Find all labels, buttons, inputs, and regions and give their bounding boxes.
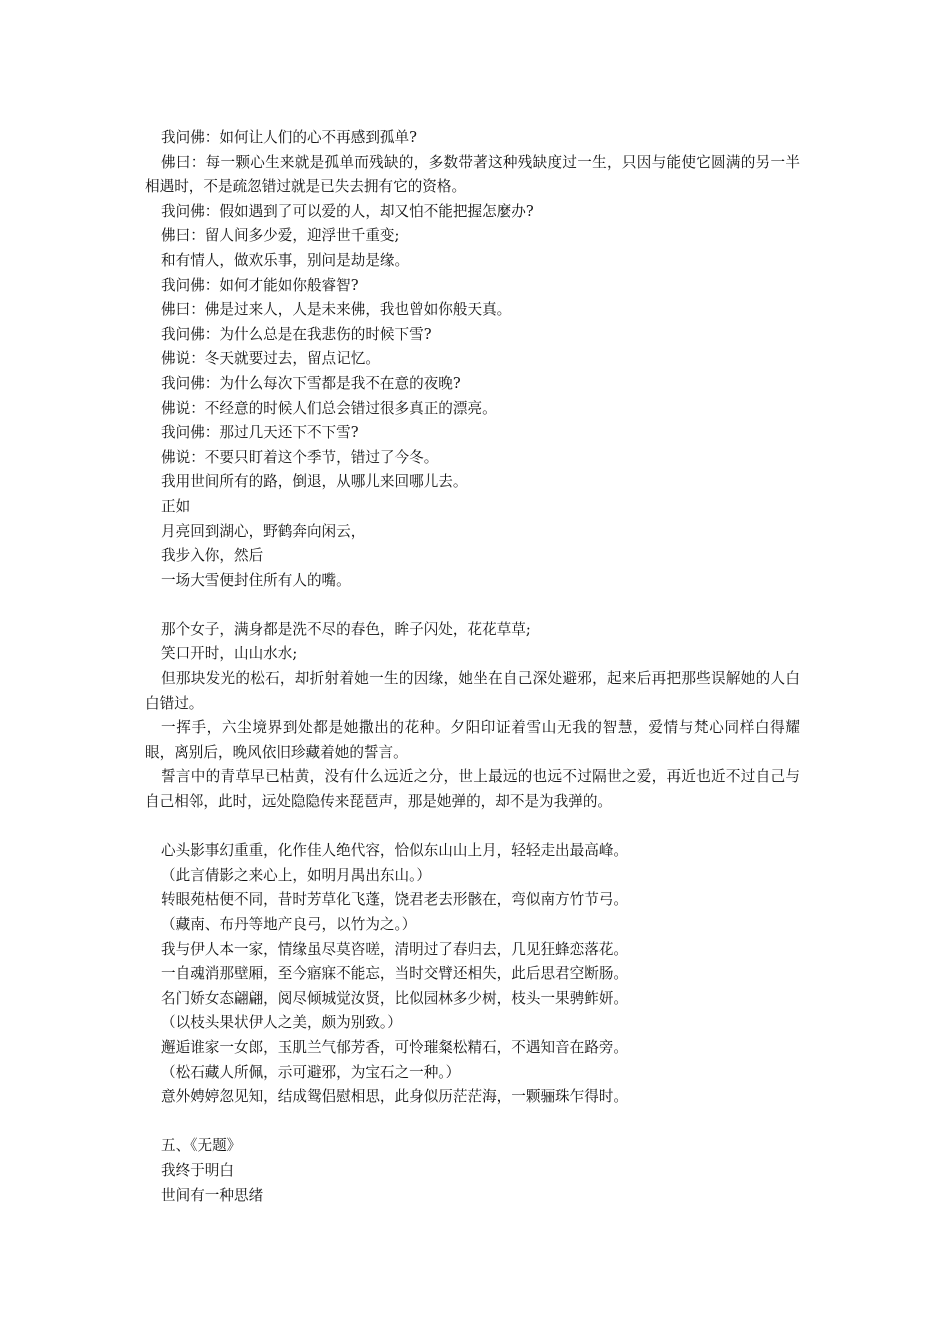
text-line: 我问佛：那过几天还下不下雪?: [161, 424, 359, 442]
text-line: 笑口开时，山山水水;: [161, 645, 298, 663]
text-line: 那个女子，满身都是洗不尽的春色，眸子闪处，花花草草;: [161, 620, 531, 638]
text-paragraph: 佛曰：每一颗心生来就是孤单而残缺的，多数带著这种残缺度过一生，只因与能使它圆满的另一半相遇时，不是疏忽错过就是已失去拥有它的资格。: [145, 153, 800, 196]
text-line: 我问佛：为什么总是在我悲伤的时候下雪?: [161, 325, 432, 343]
verse-line: 名门娇女态翩翩，阅尽倾城觉汝贤，比似园林多少树，枝头一果骋鲊妍。: [161, 989, 629, 1007]
verse-note: （以枝头果状伊人之美，颇为别致。）: [161, 1014, 402, 1032]
verse-line: 意外娉婷忽见知，结成鸳侣慰相思，此身似历茫茫海，一颗骊珠乍得时。: [161, 1088, 629, 1106]
verse-line: 心头影事幻重重，化作佳人绝代容，恰似东山山上月，轻轻走出最高峰。: [161, 842, 629, 860]
text-line: 月亮回到湖心，野鹤奔向闲云，: [161, 522, 366, 540]
text-line: 世间有一种思绪: [161, 1186, 264, 1204]
text-line: 佛曰：留人间多少爱，迎浮世千重变;: [161, 227, 400, 245]
verse-note: （藏南、布丹等地产良弓，以竹为之。）: [161, 916, 417, 933]
text-line: 正如: [161, 497, 191, 515]
document-body: [145, 126, 800, 1208]
text-paragraph: 誓言中的青草早已枯黄，没有什么远近之分，世上最远的也远不过隔世之爱，再近也近不过自己与自己相邻，此时，远处隐隐传来琵琶声，那是她弹的，却不是为我弹的。: [145, 768, 800, 811]
text-line: 佛曰：佛是过来人，人是未来佛，我也曾如你般天真。: [161, 301, 512, 319]
verse-note: （松石藏人所佩，示可避邪，为宝石之一种。）: [161, 1063, 461, 1081]
text-line: 我终于明白: [161, 1161, 234, 1179]
text-paragraph: 但那块发光的松石，却折射着她一生的因缘，她坐在自己深处避邪，起来后再把那些误解她的人白白错过。: [145, 670, 800, 712]
blank-line: [145, 1110, 800, 1135]
text-line: 佛说：不经意的时候人们总会错过很多真正的漂亮。: [161, 399, 497, 417]
text-line: 佛说：冬天就要过去，留点记忆。: [161, 350, 380, 368]
text-paragraph: 一挥手，六尘境界到处都是她撒出的花种。夕阳印证着雪山无我的智慧，爱情与梵心同样白得耀眼，离别后，晚风依旧珍藏着她的誓言。: [145, 719, 800, 761]
text-line: 一场大雪便封住所有人的嘴。: [161, 571, 351, 589]
text-line: 我问佛：如何让人们的心不再感到孤单?: [161, 129, 417, 146]
verse-line: 邂逅谁家一女郎，玉肌兰气郁芳香，可怜璀粲松精石，不遇知音在路旁。: [161, 1038, 629, 1056]
text-line: 我问佛：为什么每次下雪都是我不在意的夜晚?: [161, 374, 461, 392]
blank-line: [145, 815, 800, 840]
blank-line: [145, 593, 800, 618]
section-heading: 五、《无题》: [161, 1137, 242, 1155]
text-line: 和有情人，做欢乐事，别问是劫是缘。: [161, 251, 410, 269]
verse-line: 一自魂消那壁厢，至今寤寐不能忘，当时交臂还相失，此后思君空断肠。: [161, 965, 629, 983]
text-line: 我问佛：假如遇到了可以爱的人，却又怕不能把握怎麼办?: [161, 202, 534, 220]
verse-line: 我与伊人本一家，情缘虽尽莫咨嗟，清明过了春归去，几见狂蜂恋落花。: [161, 940, 629, 958]
text-line: 我问佛：如何才能如你般睿智?: [161, 276, 359, 294]
text-line: 佛说：不要只盯着这个季节，错过了今冬。: [161, 448, 439, 466]
text-line: 我用世间所有的路，倒退，从哪儿来回哪儿去。: [161, 473, 468, 491]
verse-line: 转眼苑枯便不同，昔时芳草化飞蓬，饶君老去形骸在，弯似南方竹节弓。: [161, 891, 629, 909]
text-line: 我步入你，然后: [161, 547, 264, 565]
verse-note: （此言倩影之来心上，如明月禺出东山。）: [161, 866, 431, 884]
